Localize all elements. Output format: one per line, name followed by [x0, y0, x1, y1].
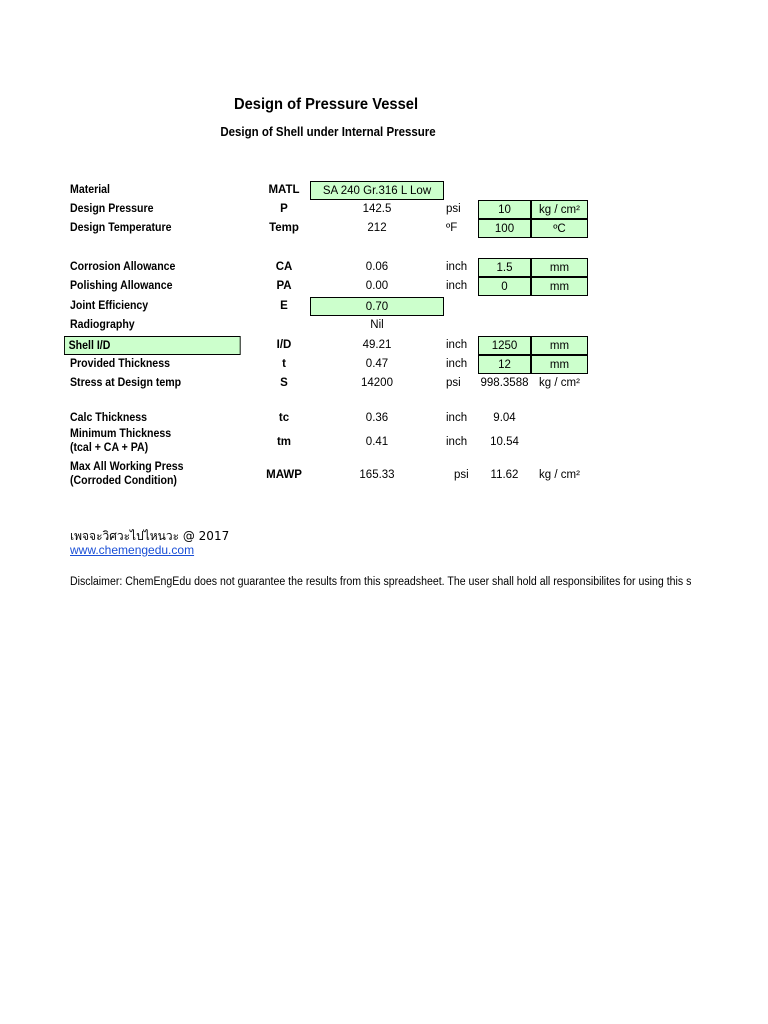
- unit-provided-thickness: inch: [446, 358, 468, 370]
- conv-unit-design-pressure: kg / cm²: [531, 200, 588, 219]
- row-stress: [0, 374, 768, 393]
- footer-credit: เพจจะวิศวะไปไหนวะ @ 2017: [70, 529, 230, 543]
- symbol-t: t: [282, 358, 286, 370]
- conv-unit-stress: kg / cm²: [539, 377, 580, 389]
- label-minimum-thickness-line1: Minimum Thickness: [70, 428, 172, 440]
- conv-unit-design-temperature: ºC: [531, 219, 588, 238]
- shell-id-input[interactable]: 1250: [478, 336, 531, 355]
- row-design-pressure: [0, 200, 768, 219]
- label-joint-efficiency: Joint Efficiency: [70, 300, 149, 312]
- label-radiography: Radiography: [70, 319, 135, 331]
- row-mawp: [0, 461, 768, 487]
- conv-unit-provided-thickness: mm: [531, 355, 588, 374]
- corrosion-allowance-input[interactable]: 1.5: [478, 258, 531, 277]
- value-design-temperature: 212: [367, 222, 387, 234]
- conv-value-mawp: 11.62: [490, 469, 519, 481]
- material-input[interactable]: SA 240 Gr.316 L Low: [310, 181, 444, 200]
- unit-calc-thickness: inch: [446, 412, 468, 424]
- provided-thickness-input[interactable]: 12: [478, 355, 531, 374]
- unit-polishing-allowance: inch: [446, 280, 468, 292]
- symbol-pa: PA: [276, 280, 292, 292]
- value-shell-id: 49.21: [362, 339, 392, 351]
- value-provided-thickness: 0.47: [365, 358, 389, 370]
- symbol-temp: Temp: [269, 222, 299, 234]
- row-minimum-thickness: [0, 428, 768, 454]
- row-polishing-allowance: [0, 277, 768, 296]
- conv-unit-mawp: kg / cm²: [539, 469, 580, 481]
- symbol-tc: tc: [278, 412, 290, 424]
- symbol-id: I/D: [276, 339, 292, 351]
- conv-value-stress: 998.3588: [480, 377, 529, 389]
- unit-design-pressure: psi: [446, 203, 461, 215]
- unit-mawp: psi: [454, 469, 469, 481]
- symbol-ca: CA: [275, 261, 293, 273]
- symbol-mawp: MAWP: [266, 469, 302, 481]
- row-calc-thickness: [0, 409, 768, 428]
- row-design-temperature: [0, 219, 768, 238]
- unit-design-temperature: ºF: [446, 222, 458, 234]
- page-title: Design of Pressure Vessel: [233, 96, 419, 113]
- unit-shell-id: inch: [446, 339, 468, 351]
- label-corrosion-allowance: Corrosion Allowance: [70, 261, 176, 273]
- label-provided-thickness: Provided Thickness: [70, 358, 170, 370]
- label-stress: Stress at Design temp: [70, 377, 182, 389]
- value-stress: 14200: [361, 377, 393, 389]
- label-polishing-allowance: Polishing Allowance: [70, 280, 173, 292]
- symbol-tm: tm: [276, 436, 292, 448]
- symbol-matl: MATL: [268, 184, 300, 196]
- label-design-pressure: Design Pressure: [70, 203, 154, 215]
- value-design-pressure: 142.5: [362, 203, 392, 215]
- design-temperature-input[interactable]: 100: [478, 219, 531, 238]
- label-mawp-line2: (Corroded Condition): [70, 475, 177, 487]
- page-subtitle: Design of Shell under Internal Pressure: [220, 125, 436, 139]
- conv-unit-corrosion-allowance: mm: [531, 258, 588, 277]
- conv-value-calc-thickness: 9.04: [493, 412, 516, 424]
- label-design-temperature: Design Temperature: [70, 222, 172, 234]
- row-provided-thickness: [0, 355, 768, 374]
- website-link[interactable]: www.chemengedu.com: [70, 543, 195, 557]
- label-mawp-line1: Max All Working Press: [70, 461, 184, 473]
- label-minimum-thickness-line2: (tcal + CA + PA): [70, 442, 149, 454]
- row-corrosion-allowance: [0, 258, 768, 277]
- row-shell-id: [0, 336, 768, 355]
- label-material: Material: [70, 184, 110, 196]
- conv-unit-shell-id: mm: [531, 336, 588, 355]
- conv-unit-polishing-allowance: mm: [531, 277, 588, 296]
- label-minimum-thickness: [70, 427, 171, 457]
- label-mawp: [70, 460, 183, 490]
- unit-minimum-thickness: inch: [446, 436, 468, 448]
- label-calc-thickness: Calc Thickness: [70, 412, 148, 424]
- value-calc-thickness: 0.36: [365, 412, 389, 424]
- design-pressure-input[interactable]: 10: [478, 200, 531, 219]
- row-joint-efficiency: [0, 297, 768, 316]
- symbol-s: S: [280, 377, 288, 389]
- unit-stress: psi: [446, 377, 461, 389]
- value-radiography: Nil: [370, 319, 384, 331]
- value-minimum-thickness: 0.41: [365, 436, 389, 448]
- value-mawp: 165.33: [359, 469, 395, 481]
- row-radiography: [0, 316, 768, 335]
- unit-corrosion-allowance: inch: [446, 261, 468, 273]
- symbol-e: E: [280, 300, 288, 312]
- conv-value-minimum-thickness: 10.54: [490, 436, 519, 448]
- joint-efficiency-input[interactable]: 0.70: [310, 297, 444, 316]
- value-polishing-allowance: 0.00: [365, 280, 389, 292]
- disclaimer-text: Disclaimer: ChemEngEdu does not guarantee the results from this spreadsheet. The user shall hold all responsibilites for using this s: [70, 576, 692, 588]
- value-corrosion-allowance: 0.06: [365, 261, 389, 273]
- polishing-allowance-input[interactable]: 0: [478, 277, 531, 296]
- symbol-p: P: [280, 203, 288, 215]
- row-material: [0, 181, 768, 200]
- label-shell-id[interactable]: Shell I/D: [64, 336, 241, 355]
